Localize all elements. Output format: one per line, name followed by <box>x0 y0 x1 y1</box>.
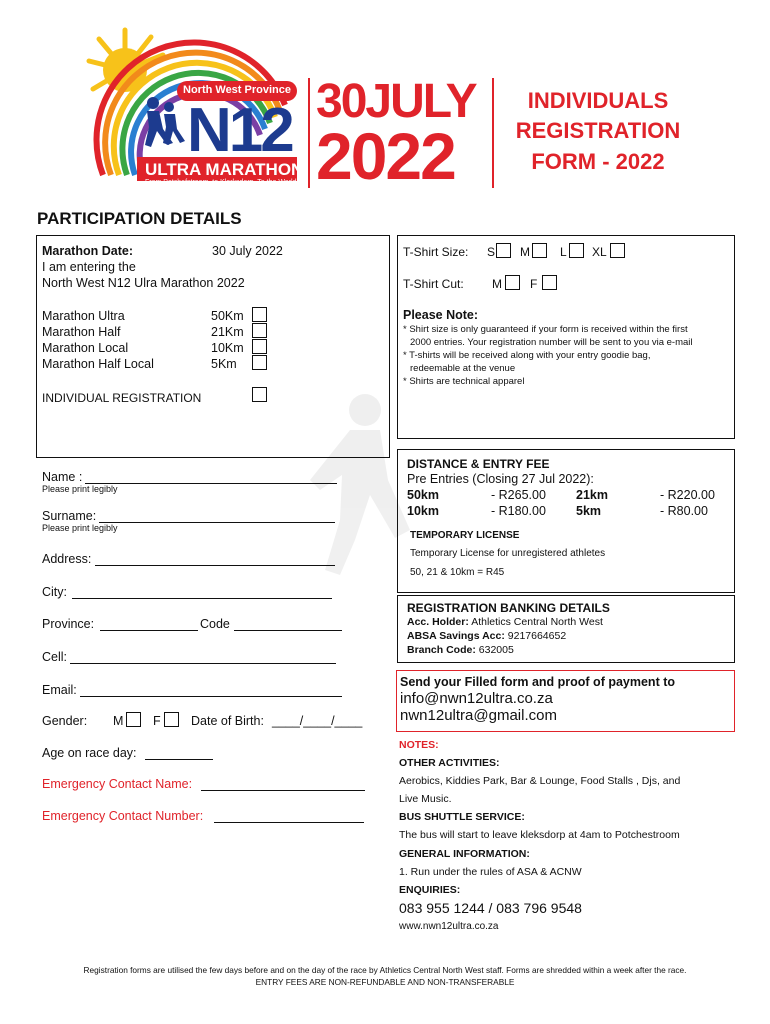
race-distance: 10Km <box>211 341 244 355</box>
banking-title: REGISTRATION BANKING DETAILS <box>407 601 610 615</box>
section-title: PARTICIPATION DETAILS <box>37 209 242 228</box>
fee-distance: 10km <box>407 504 439 518</box>
race-name: Marathon Ultra <box>42 309 125 323</box>
notes-title: NOTES: <box>399 739 439 751</box>
acc-number-label: ABSA Savings Acc: <box>407 630 505 642</box>
logo-n12: N12 <box>187 96 292 165</box>
surname-field[interactable] <box>99 509 335 523</box>
enquiries-title: ENQUIRIES: <box>399 884 461 896</box>
gender-m-label: M <box>113 714 124 728</box>
race-name: Marathon Local <box>42 341 129 355</box>
cut-f-checkbox[interactable] <box>542 275 557 290</box>
marathon-date-label: Marathon Date: <box>42 244 133 258</box>
individual-registration-checkbox[interactable] <box>252 387 267 402</box>
pre-entries: Pre Entries (Closing 27 Jul 2022): <box>407 472 594 486</box>
race-checkbox-10km[interactable] <box>252 339 267 354</box>
event-date-line1: 30JULY <box>316 75 476 128</box>
note-line: * Shirt size is only guaranteed if your form is received within the first <box>403 324 688 335</box>
surname-label: Surname: <box>42 509 97 523</box>
entering-line-1: I am entering the <box>42 260 136 274</box>
size-l-label: L <box>560 245 567 259</box>
temp-license-desc: Temporary License for unregistered athletes <box>410 548 606 559</box>
form-title-1: INDIVIDUALS <box>527 88 669 113</box>
province-label: Province: <box>42 617 95 631</box>
gender-label: Gender: <box>42 714 88 728</box>
logo-top-text: North West Province <box>183 84 291 96</box>
event-date-line2: 2022 <box>316 119 455 193</box>
fee-price: - R220.00 <box>660 488 715 502</box>
note-line: redeemable at the venue <box>410 363 516 374</box>
size-xl-checkbox[interactable] <box>610 243 625 258</box>
header-divider-right <box>492 78 494 188</box>
other-activities-text: Live Music. <box>399 793 452 805</box>
email-field[interactable] <box>80 683 342 697</box>
branch-code <box>407 644 514 656</box>
entering-line-2: North West N12 Ulra Marathon 2022 <box>42 276 245 290</box>
fee-price: - R265.00 <box>491 488 546 502</box>
individual-registration-label: INDIVIDUAL REGISTRATION <box>42 391 202 405</box>
address-label: Address: <box>42 552 92 566</box>
age-label: Age on race day: <box>42 746 137 760</box>
email-label: Email: <box>42 683 77 697</box>
branch-code-value: 632005 <box>478 644 514 656</box>
race-checkbox-50km[interactable] <box>252 307 267 322</box>
cell-label: Cell: <box>42 650 68 664</box>
emergency-number-field[interactable] <box>214 809 364 823</box>
send-title: Send your Filled form and proof of payment to <box>400 675 676 689</box>
race-name: Marathon Half <box>42 325 121 339</box>
note-line: * T-shirts will be received along with your entry goodie bag, <box>403 350 651 361</box>
race-distance: 21Km <box>211 325 244 339</box>
form-title-3: FORM - 2022 <box>531 149 665 174</box>
gender-f-checkbox[interactable] <box>164 712 179 727</box>
size-xl-label: XL <box>592 245 607 259</box>
other-activities-title: OTHER ACTIVITIES: <box>399 757 500 769</box>
acc-holder-value: Athletics Central North West <box>471 616 603 628</box>
size-s-label: S <box>487 245 496 259</box>
form-title-2: REGISTRATION <box>515 118 681 143</box>
website-link[interactable]: www.nwn12ultra.co.za <box>399 921 499 932</box>
name-hint: Please print legibly <box>42 484 118 494</box>
emergency-name-label: Emergency Contact Name: <box>42 777 193 791</box>
fee-price: - R180.00 <box>491 504 546 518</box>
name-label: Name : <box>42 470 83 484</box>
general-text: 1. Run under the rules of ASA & ACNW <box>399 866 582 878</box>
province-field[interactable] <box>100 617 198 631</box>
acc-holder-label: Acc. Holder: <box>407 616 469 628</box>
cut-m-label: M <box>492 277 502 291</box>
dob-field[interactable]: ____/____/____ <box>272 714 363 728</box>
fees-title: DISTANCE & ENTRY FEE <box>407 457 550 471</box>
race-checkbox-5km[interactable] <box>252 355 267 370</box>
code-field[interactable] <box>234 617 342 631</box>
city-label: City: <box>42 585 67 599</box>
race-distance: 50Km <box>211 309 244 323</box>
surname-hint: Please print legibly <box>42 523 118 533</box>
tshirt-cut-label: T-Shirt Cut: <box>403 277 464 291</box>
please-note-title: Please Note: <box>403 308 479 322</box>
logo-tagline: From Potchefstroom, to Klerksdorp, To the World <box>145 179 297 186</box>
enquiries-phones: 083 955 1244 / 083 796 9548 <box>399 900 582 916</box>
note-line: * Shirts are technical apparel <box>403 376 525 387</box>
address-field[interactable] <box>95 552 335 566</box>
acc-holder <box>407 616 603 628</box>
gender-m-checkbox[interactable] <box>126 712 141 727</box>
cell-field[interactable] <box>70 650 336 664</box>
tshirt-size-label: T-Shirt Size: <box>403 245 469 259</box>
age-field[interactable] <box>145 746 213 760</box>
other-activities-text: Aerobics, Kiddies Park, Bar & Lounge, Food Stalls , Djs, and <box>399 775 681 787</box>
dob-label: Date of Birth: <box>191 714 264 728</box>
emergency-name-field[interactable] <box>201 777 365 791</box>
race-name: Marathon Half Local <box>42 357 154 371</box>
size-s-checkbox[interactable] <box>496 243 511 258</box>
temp-license-title: TEMPORARY LICENSE <box>410 530 520 541</box>
send-email-1[interactable]: info@nwn12ultra.co.za <box>400 690 553 707</box>
acc-number-value: 9217664652 <box>507 630 567 642</box>
fee-price: - R80.00 <box>660 504 708 518</box>
gender-f-label: F <box>153 714 161 728</box>
temp-license-fee: 50, 21 & 10km = R45 <box>410 567 505 578</box>
footer-line-1: Registration forms are utilised the few days before and on the day of the race by Athletics Central North West staff. Forms are shredded within a week after the race. <box>83 965 687 975</box>
code-label: Code <box>200 617 230 631</box>
marathon-date-value: 30 July 2022 <box>212 244 283 258</box>
emergency-number-label: Emergency Contact Number: <box>42 809 204 823</box>
city-field[interactable] <box>72 585 332 599</box>
cut-m-checkbox[interactable] <box>505 275 520 290</box>
size-m-checkbox[interactable] <box>532 243 547 258</box>
branch-code-label: Branch Code: <box>407 644 476 656</box>
name-field[interactable] <box>85 470 337 484</box>
size-m-label: M <box>520 245 530 259</box>
size-l-checkbox[interactable] <box>569 243 584 258</box>
acc-number <box>407 630 566 642</box>
bus-text: The bus will start to leave kleksdorp at 4am to Potchestroom <box>399 829 680 841</box>
footer-line-2: ENTRY FEES ARE NON-REFUNDABLE AND NON-TRANSFERABLE <box>255 977 515 987</box>
send-email-2[interactable]: nwn12ultra@gmail.com <box>400 707 557 724</box>
race-checkbox-21km[interactable] <box>252 323 267 338</box>
note-line: 2000 entries. Your registration number will be sent to you via e-mail <box>410 337 693 348</box>
fee-distance: 21km <box>576 488 608 502</box>
general-title: GENERAL INFORMATION: <box>399 848 530 860</box>
fee-distance: 50km <box>407 488 439 502</box>
fee-distance: 5km <box>576 504 602 518</box>
bus-title: BUS SHUTTLE SERVICE: <box>399 811 525 823</box>
race-distance: 5Km <box>211 357 237 371</box>
logo-banner: ULTRA MARATHON <box>145 160 304 179</box>
cut-f-label: F <box>530 277 538 291</box>
header-divider-left <box>308 78 310 188</box>
event-logo <box>85 25 305 195</box>
